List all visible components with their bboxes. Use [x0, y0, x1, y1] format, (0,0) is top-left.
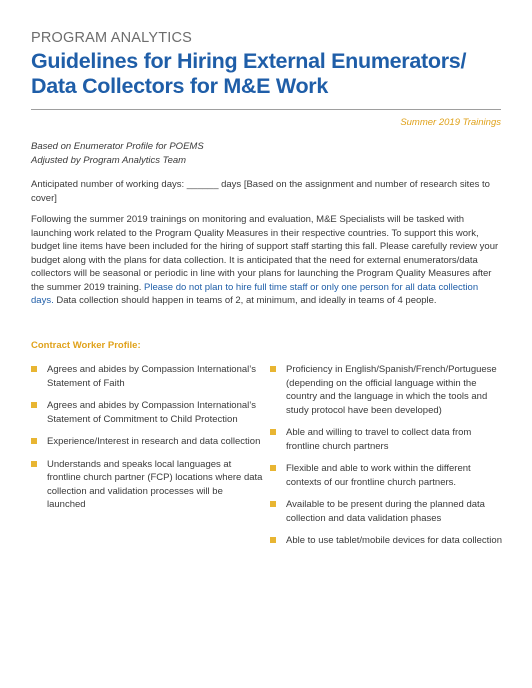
body-paragraph — [31, 213, 503, 308]
title-divider — [31, 109, 501, 110]
square-bullet-icon — [31, 402, 37, 408]
list-item — [270, 498, 503, 525]
section-kicker: PROGRAM ANALYTICS — [31, 30, 193, 46]
list-item — [270, 363, 503, 417]
title-line-2: Data Collectors for M&E Work — [31, 74, 329, 98]
list-item — [270, 462, 503, 489]
list-item — [31, 435, 263, 449]
list-item-text: Agrees and abides by Compassion International’s Statement of Faith — [47, 364, 256, 389]
list-item-text: Proficiency in English/Spanish/French/Portuguese (depending on the official language within the country and the language in which the tools and study protocol have been developed) — [286, 364, 497, 416]
list-item-text: Available to be present during the planned data collection and data validation phases — [286, 499, 485, 524]
list-item — [31, 399, 263, 426]
adjusted-by-line: Adjusted by Program Analytics Team — [31, 155, 187, 166]
body-highlight: Please do not plan to hire full time staff or only one person for all data collection days. — [31, 281, 479, 306]
list-item-text: Able to use tablet/mobile devices for data collection — [286, 535, 502, 546]
list-item — [270, 426, 503, 453]
source-note — [31, 140, 204, 168]
body-text-part-2: Data collection should happen in teams of 2, at minimum, and ideally in teams of 4 people. — [53, 295, 437, 306]
page-title — [31, 49, 511, 99]
square-bullet-icon — [270, 465, 276, 471]
body-text-part-1: Following the summer 2019 trainings on monitoring and evaluation, M&E Specialists will be tasked with launching work related to the Program Quality Measures in their respective countries. To support this work, budget line items have been included for the hiring of support staff starting this fall. Please carefully review your budget along with the plans for data collection. It is anticipated that the need for external enumerators/data collectors will be seasonal or periodic in line with your plans for launching the Program Quality Measures after the summer 2019 training. — [31, 214, 499, 293]
square-bullet-icon — [270, 429, 276, 435]
list-item — [31, 458, 263, 512]
list-item — [31, 363, 263, 390]
list-item-text: Agrees and abides by Compassion International’s Statement of Commitment to Child Protection — [47, 400, 256, 425]
list-item — [270, 534, 503, 548]
list-item-text: Understands and speaks local languages at frontline church partner (FCP) locations where data collection and validation processes will be launched — [47, 458, 263, 510]
training-tag: Summer 2019 Trainings — [400, 117, 501, 128]
square-bullet-icon — [270, 366, 276, 372]
based-on-line: Based on Enumerator Profile for POEMS — [31, 141, 204, 152]
working-days-line: Anticipated number of working days: ______ days [Based on the assignment and number of research sites to cover] — [31, 179, 490, 204]
profile-list-left — [31, 363, 263, 521]
square-bullet-icon — [31, 461, 37, 467]
list-item-text: Able and willing to travel to collect data from frontline church partners — [286, 427, 472, 452]
square-bullet-icon — [270, 501, 276, 507]
square-bullet-icon — [270, 537, 276, 543]
profile-list-right — [270, 363, 503, 557]
profile-heading: Contract Worker Profile: — [31, 340, 141, 351]
square-bullet-icon — [31, 438, 37, 444]
square-bullet-icon — [31, 366, 37, 372]
title-line-1: Guidelines for Hiring External Enumerators/ — [31, 49, 467, 73]
list-item-text: Experience/Interest in research and data collection — [47, 436, 261, 447]
list-item-text: Flexible and able to work within the different contexts of our frontline church partners. — [286, 463, 471, 488]
